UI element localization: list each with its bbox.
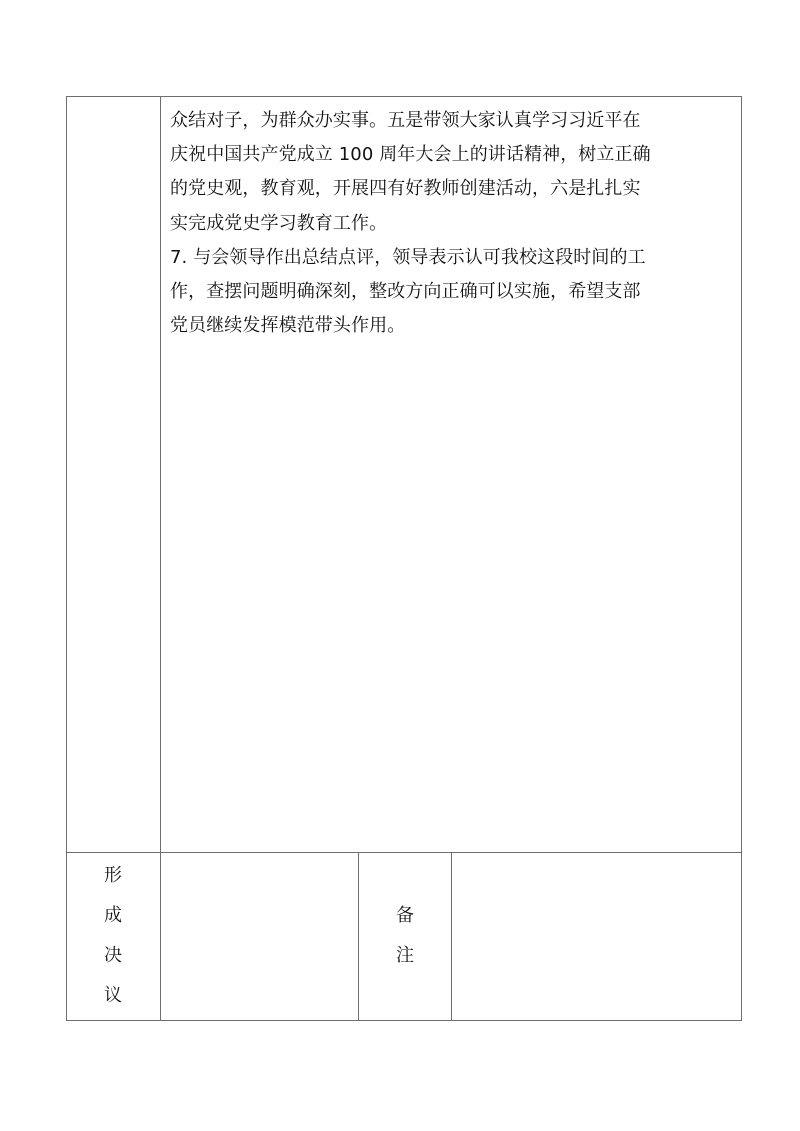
body-line-6: 作，查摆问题明确深刻，整改方向正确可以实施，希望支部 (170, 281, 641, 303)
resolution-char-1: 形 (104, 865, 122, 886)
table-left-border (66, 96, 67, 1021)
meeting-content (170, 104, 730, 343)
resolution-char-2: 成 (104, 905, 122, 926)
remarks-content-cell (452, 853, 741, 1020)
resolution-char-4: 议 (104, 985, 122, 1006)
table-top-border (66, 96, 742, 97)
body-line-1: 众结对子，为群众办实事。五是带领大家认真学习习近平在 (170, 110, 641, 131)
table-bottom-border (66, 1020, 742, 1021)
resolution-label (83, 856, 143, 1016)
body-line-7: 党员继续发挥模范带头作用。 (170, 315, 406, 337)
body-line-4: 实完成党史学习教育工作。 (170, 212, 388, 234)
resolution-column-divider (358, 852, 359, 1020)
body-line-2: 庆祝中国共产党成立 100 周年大会上的讲话精神，树立正确 (170, 144, 651, 166)
remarks-label (375, 896, 435, 976)
remarks-char-1: 备 (396, 905, 414, 926)
table-right-border (741, 96, 742, 1021)
remarks-char-2: 注 (396, 945, 414, 966)
resolution-content-cell (161, 853, 358, 1020)
resolution-char-3: 决 (104, 945, 122, 966)
body-line-3: 的党史观，教育观，开展四有好教师创建活动，六是扎扎实 (170, 178, 641, 200)
body-line-5: 7. 与会领导作出总结点评，领导表示认可我校这段时间的工 (170, 246, 646, 268)
